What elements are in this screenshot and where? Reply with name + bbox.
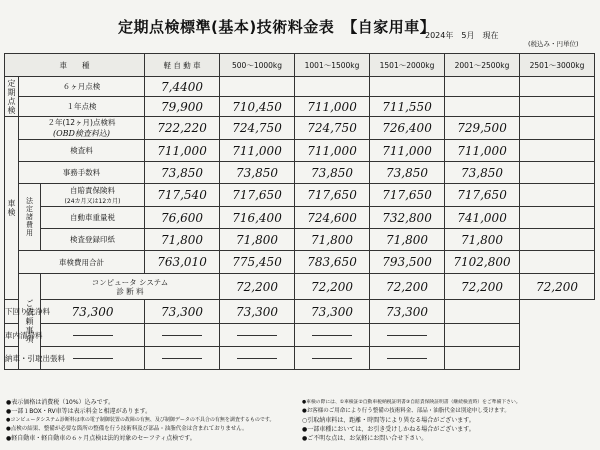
section-houtei: 法定諸費用 [19,184,41,251]
value-total-kei: 763,010 [145,251,220,274]
header-row [5,54,595,77]
value-6m-c2 [295,77,370,97]
value-nousha-c2 [220,347,295,370]
value-total-c4: 7102,800 [445,251,520,274]
label-jibai [41,184,145,207]
label-computer: コンピュータ システム 診 断 料 [41,274,220,300]
value-jimu-c4: 73,850 [445,162,520,184]
value-inshi-c3: 71,800 [370,229,445,251]
value-6m-kei: 7,4400 [145,77,220,97]
dash-mark [237,335,277,336]
value-jimu-c3: 73,850 [370,162,445,184]
value-1y-c1: 710,450 [220,97,295,117]
value-juryo-c2: 724,600 [295,207,370,229]
value-1y-kei: 79,900 [145,97,220,117]
row-kensa [5,140,595,162]
value-2y-c5 [520,117,595,140]
value-kensa-kei: 711,000 [145,140,220,162]
value-inshi-c4: 71,800 [445,229,520,251]
value-nousha-c4 [370,347,445,370]
value-shanai-c4 [370,324,445,347]
value-juryo-c3: 732,800 [370,207,445,229]
row-jibai [5,184,595,207]
label-jimu: 事務手数料 [19,162,145,184]
dash-mark [387,335,427,336]
value-2y-c3: 726,400 [370,117,445,140]
price-table [4,53,595,370]
value-jimu-c2: 73,850 [295,162,370,184]
value-juryo-c5 [520,207,595,229]
value-2y-kei: 722,220 [145,117,220,140]
value-shita-kei: 73,300 [41,300,145,324]
note-right-4: ●一部車種においては、お引き受けしかねる場合がございます。 [302,426,475,433]
value-total-c5 [520,251,595,274]
note-left-1: ●表示価格は消費税（10%）込みです。 [6,399,115,406]
row-juryo [5,207,595,229]
value-6m-c1 [220,77,295,97]
label-6m: ６ヶ月点検 [19,77,145,97]
label-2y-main: ２年(12ヶ月)点検料 [47,118,116,127]
dash-mark [73,358,113,359]
label-jibai-main: 自賠責保険料 [70,186,115,195]
value-kensa-c3: 711,000 [370,140,445,162]
value-shita-c4: 73,300 [370,300,445,324]
dash-mark [73,335,113,336]
value-jibai-c5 [520,184,595,207]
value-shita-c3: 73,300 [295,300,370,324]
value-nousha-c1 [145,347,220,370]
value-juryo-c4: 741,000 [445,207,520,229]
value-6m-c4 [445,77,520,97]
value-jibai-c4: 717,650 [445,184,520,207]
col-header-c1: 500～1000kg [220,54,295,77]
note-left-3: ●コンピュータシステム診断料は車の電子制御装置の故障の有無、及び制御データの不具合の有無を調査するものです。 [6,417,275,423]
label-2y [19,117,145,140]
value-shanai-c5 [445,324,520,347]
dash-mark [162,358,202,359]
value-shanai-c1 [145,324,220,347]
section-shaken: 車検 [5,117,19,300]
value-nousha-c5 [445,347,520,370]
row-computer [5,274,595,300]
value-jibai-c2: 717,650 [295,184,370,207]
value-kensa-c1: 711,000 [220,140,295,162]
col-header-c4: 2001～2500kg [445,54,520,77]
col-header-kei: 軽 自 動 車 [145,54,220,77]
value-juryo-kei: 76,600 [145,207,220,229]
dash-mark [312,358,352,359]
row-inshi [5,229,595,251]
label-kensa: 検査料 [19,140,145,162]
row-nousha [5,347,595,370]
note-right-1: ●車検の際には、①車検証②自動車税納税証明書③自賠責保険証明書（継続検査時）をご準備下さい。 [302,400,521,405]
value-inshi-c5 [520,229,595,251]
note-right-2: ●お客様のご用命により行う整備の技術料金、部品・油脂代金は別途申し受けます。 [302,408,510,414]
row-2y [5,117,595,140]
value-6m-c3 [370,77,445,97]
col-header-c2: 1001～1500kg [295,54,370,77]
note-right-5: ●ご不明な点は、お気軽にお問い合せ下さい。 [302,435,428,442]
dash-mark [387,358,427,359]
dash-mark [162,335,202,336]
value-jibai-kei: 717,540 [145,184,220,207]
footnotes-left [6,398,274,443]
value-shanai-c3 [295,324,370,347]
value-jimu-kei: 73,850 [145,162,220,184]
value-computer-c1: 72,200 [295,274,370,300]
col-header-item: 車 種 [5,54,145,77]
value-total-c3: 793,500 [370,251,445,274]
value-inshi-c1: 71,800 [220,229,295,251]
value-jimu-c5 [520,162,595,184]
value-jibai-c3: 717,650 [370,184,445,207]
value-inshi-c2: 71,800 [295,229,370,251]
value-computer-c3: 72,200 [445,274,520,300]
note-left-2: ●一部１BOX・RV車等は表示料金と相違があります。 [6,408,152,415]
value-shita-c5 [445,300,520,324]
value-shita-c1: 73,300 [145,300,220,324]
label-jibai-sub: (24カ月又は12カ月) [64,198,121,205]
value-2y-c4: 729,500 [445,117,520,140]
date-label: 2024年 5月 現在 [425,31,499,40]
label-nousha: 納車・引取出張料 [5,347,41,370]
note-left-4: ●点検の結果、整備が必要な箇所の整備を行う技術料及び部品・油脂代金は含まれておりません。 [6,426,248,432]
value-2y-c2: 724,750 [295,117,370,140]
label-2y-sub: (OBD検査料込) [52,129,111,138]
row-shanai [5,324,595,347]
value-shanai-c2 [220,324,295,347]
value-kensa-c4: 711,000 [445,140,520,162]
value-kensa-c5 [520,140,595,162]
row-6m [5,77,595,97]
value-inshi-kei: 71,800 [145,229,220,251]
row-shita [5,300,595,324]
note-right-3: ○引取納車料は、距離・時間等により異なる場合がございます。 [302,417,475,424]
label-total: 車検費用合計 [19,251,145,274]
page-title: 定期点検標準(基本)技術料金表 【自家用車】 [118,18,436,36]
value-6m-c5 [520,77,595,97]
value-1y-c5 [520,97,595,117]
section-irai: ご依頼事項 [19,274,41,370]
col-header-c5: 2501～3000kg [520,54,595,77]
label-1y: １年点検 [19,97,145,117]
dash-mark [312,335,352,336]
label-shanai: 車内清掃料 [5,324,41,347]
value-kensa-c2: 711,000 [295,140,370,162]
value-1y-c3: 711,550 [370,97,445,117]
value-shanai-kei [41,324,145,347]
value-computer-kei: 72,200 [220,274,295,300]
value-total-c1: 775,450 [220,251,295,274]
value-computer-c2: 72,200 [370,274,445,300]
value-computer-c4: 72,200 [520,274,595,300]
row-jimu [5,162,595,184]
value-nousha-c3 [295,347,370,370]
value-1y-c4 [445,97,520,117]
note-left-5: ●軽自動車・軽自動車の６ヶ月点検は法的対象のセーフティ点検です。 [6,435,196,442]
label-juryo: 自動車重量税 [41,207,145,229]
value-shita-c2: 73,300 [220,300,295,324]
value-jimu-c1: 73,850 [220,162,295,184]
row-total [5,251,595,274]
value-2y-c1: 724,750 [220,117,295,140]
label-inshi: 検査登録印紙 [41,229,145,251]
tax-note: (税込み・円単位) [528,40,579,48]
label-shita: 下回り洗浄料 [5,300,41,324]
value-1y-c2: 711,000 [295,97,370,117]
value-juryo-c1: 716,400 [220,207,295,229]
footnotes-right [302,398,521,443]
value-jibai-c1: 717,650 [220,184,295,207]
section-teiki: 定期点検 [5,77,19,117]
value-total-c2: 783,650 [295,251,370,274]
row-1y [5,97,595,117]
dash-mark [237,358,277,359]
col-header-c3: 1501～2000kg [370,54,445,77]
